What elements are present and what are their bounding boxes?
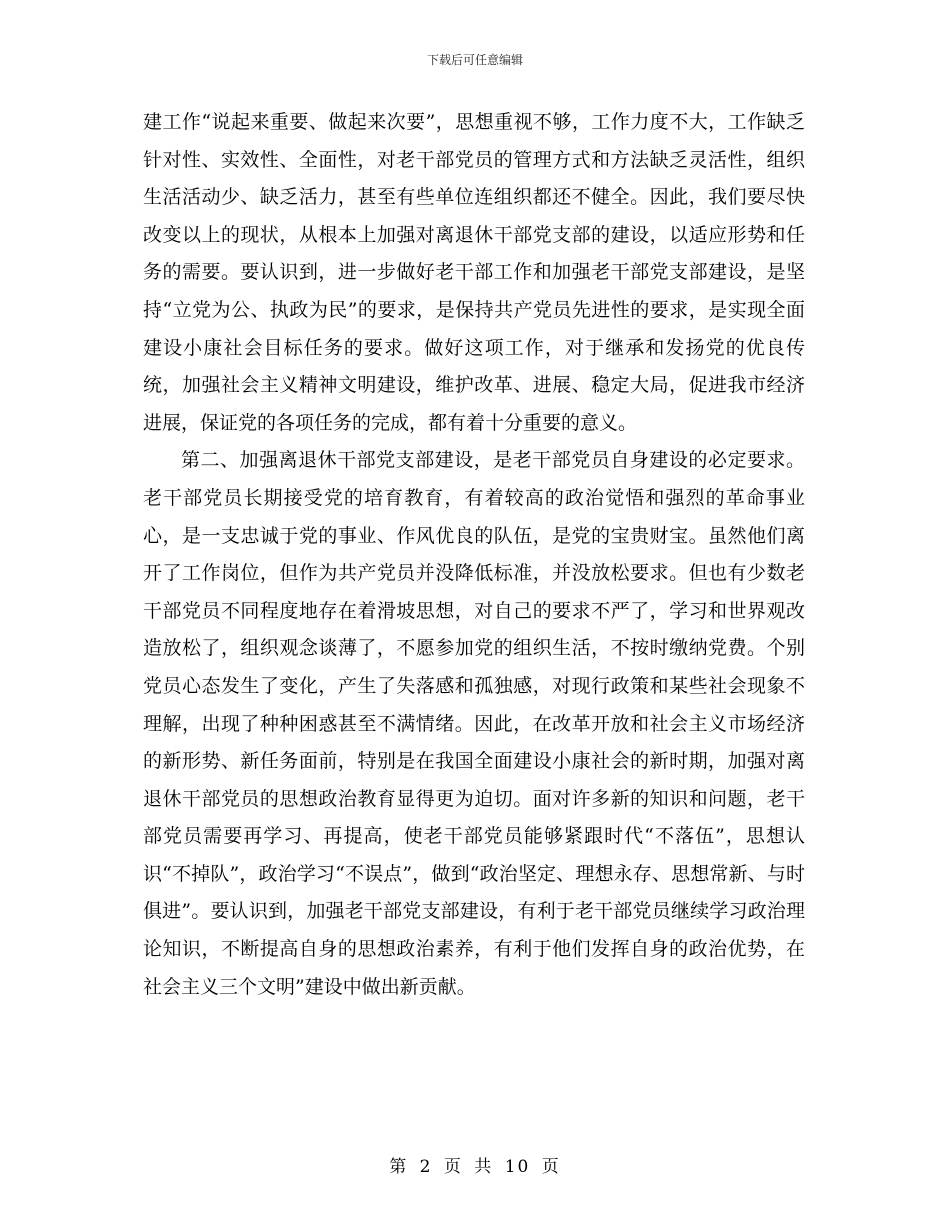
paragraph-continued: 建工作“说起来重要、做起来次要”，思想重视不够，工作力度不大，工作缺乏针对性、实效性、全面性，对老干部党员的管理方式和方法缺乏灵活性，组织生活活动少、缺乏活力，甚至有些单位连组织都还不健全。因此，我们要尽快改变以上的现状，从根本上加强对离退休干部党支部的建设，以适应形势和任务的需要。要认识到，进一步做好老干部工作和加强老干部党支部建设，是坚持“立党为公、执政为民”的要求，是保持共产党员先进性的要求，是实现全面建设小康社会目标任务的要求。做好这项工作，对于继承和发扬党的优良传统，加强社会主义精神文明建设，维护改革、进展、稳定大局，促进我市经济进展，保证党的各项任务的完成，都有着十分重要的意义。 <box>143 111 805 434</box>
page-header: 下载后可任意编辑 <box>426 53 523 67</box>
document-body <box>143 104 805 1006</box>
page-number-footer: 第 2 页 共 10 页 <box>389 1157 561 1177</box>
paragraph-second-point: 第二、加强离退休干部党支部建设，是老干部党员自身建设的必定要求。老干部党员长期接受党的培育教育，有着较高的政治觉悟和强烈的革命事业心，是一支忠诚于党的事业、作风优良的队伍，是党的宝贵财宝。虽然他们离开了工作岗位，但作为共产党员并没降低标准，并没放松要求。但也有少数老干部党员不同程度地存在着滑坡思想，对自己的要求不严了，学习和世界观改造放松了，组织观念谈薄了，不愿参加党的组织生活，不按时缴纳党费。个别党员心态发生了变化，产生了失落感和孤独感，对现行政策和某些社会现象不理解，出现了种种困惑甚至不满情绪。因此，在改革开放和社会主义市场经济的新形势、新任务面前，特别是在我国全面建设小康社会的新时期，加强对离退休干部党员的思想政治教育显得更为迫切。面对许多新的知识和问题，老干部党员需要再学习、再提高，使老干部党员能够紧跟时代“不落伍”，思想认识“不掉队”，政治学习“不误点”，做到“政治坚定、理想永存、思想常新、与时俱进”。要认识到，加强老干部党支部建设，有利于老干部党员继续学习政治理论知识，不断提高自身的思想政治素养，有利于他们发挥自身的政治优势，在社会主义三个文明”建设中做出新贡献。 <box>143 449 805 998</box>
